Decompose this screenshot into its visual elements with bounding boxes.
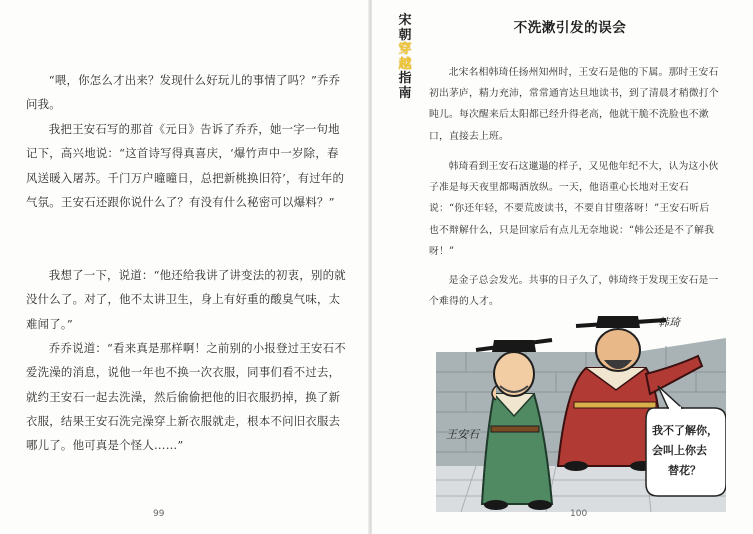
left-paragraph-3: 我想了一下，说道：“他还给我讲了讲变法的初衷，别的就没什么了。对了，他不太讲卫生，身上有好重的酸臭气味，太难闻了。”	[26, 268, 346, 331]
left-paragraph-4: 乔乔说道：“看来真是那样啊！之前别的小报登过王安石不爱洗澡的消息，说他一年也不换一次衣服，同事们看不过去，就约王安石一起去洗澡，然后偷偷把他的旧衣服扔掉，换了新衣服，结果王安石洗完澡穿上新衣服就走，根本不问旧衣服去哪儿了。他可真是个怪人……”	[26, 341, 346, 453]
left-paragraph-1: “喂，你怎么才出来？发现什么好玩儿的事情了吗？”乔乔问我。	[26, 73, 341, 112]
left-page-number: 99	[153, 509, 165, 519]
right-page-number: 100	[570, 509, 588, 519]
right-paragraph-2: 韩琦看到王安石这邋遢的样子，又见他年纪不大，认为这小伙子准是每天夜里都喝酒放纵。一天，他语重心长地对王安石说：“你还年轻，不要荒废读书，不要自甘堕落呀！”王安石听后也不辩解什么，只是回家后有点儿无奈地说：“韩公还是不了解我呀！”	[429, 161, 719, 257]
series-title-char: 越	[398, 56, 412, 72]
right-paragraph-3: 是金子总会发光。共事的日子久了，韩琦终于发现王安石是一个难得的人才。	[429, 275, 719, 308]
left-page	[0, 0, 370, 534]
wanganshi-label: 王安石	[446, 428, 479, 441]
series-title	[395, 14, 415, 101]
series-title-char: 宋	[398, 13, 412, 28]
speech-line-1: 我不了解你，	[652, 424, 718, 437]
series-title-char: 指	[398, 71, 412, 86]
hanqi-label: 韩琦	[658, 316, 680, 329]
left-paragraph-2: 我把王安石写的那首《元日》告诉了乔乔，她一字一句地记下，高兴地说：“这首诗写得真喜庆，‘爆竹声中一岁除，春风送暖入屠苏。千门万户曈曈日，总把新桃换旧符’，有过年的气氛。王安石还跟你说什么了？有没有什么秘密可以爆料？”	[26, 122, 345, 209]
series-title-char: 穿	[398, 42, 412, 57]
speech-line-3: 替花？	[668, 464, 701, 477]
chapter-title: 不洗漱引发的误会	[513, 20, 627, 36]
right-paragraph-1: 北宋名相韩琦任扬州知州时，王安石是他的下属。那时王安石初出茅庐，精力充沛，常常通宵达旦地读书，到了清晨才稍微打个盹儿。每次醒来后太阳都已经升得老高，他就干脆不洗脸也不漱口，直接去上班。	[429, 67, 719, 142]
illustration	[436, 316, 726, 512]
speech-line-2: 会叫上你去	[652, 444, 707, 457]
series-title-char: 朝	[398, 27, 412, 43]
series-title-char: 南	[398, 85, 412, 101]
